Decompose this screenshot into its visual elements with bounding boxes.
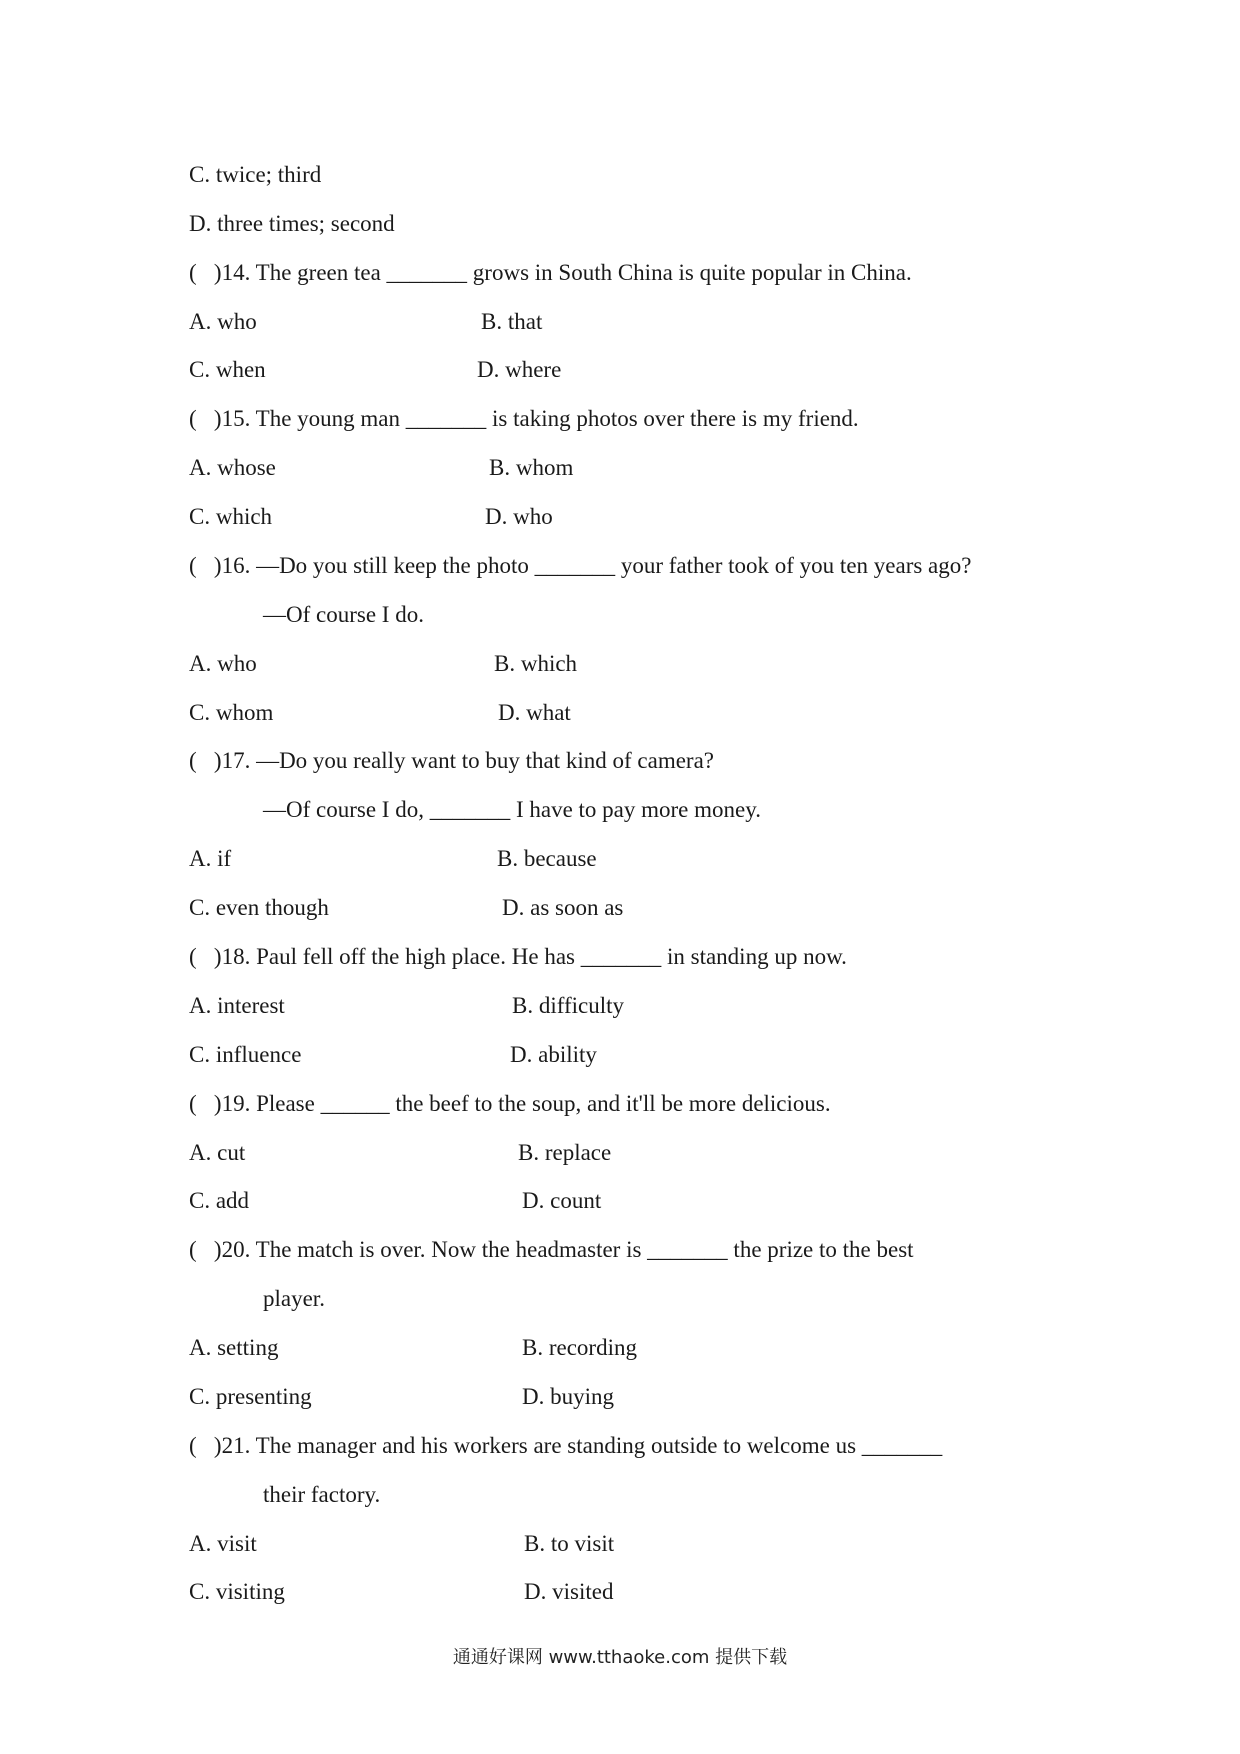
option-a-q15: A. whose xyxy=(189,455,276,480)
option-b-q16: B. which xyxy=(494,651,578,676)
option-a-q19: A. cut xyxy=(189,1140,246,1165)
page-footer: 通通好课网 www.tthaoke.com 提供下载 xyxy=(452,1647,788,1668)
option-c-q21: C. visiting xyxy=(189,1579,285,1604)
question-17: ( )17. —Do you really want to buy that kind of camera? xyxy=(189,748,715,773)
option-b-q17: B. because xyxy=(497,846,597,871)
option-b-q20: B. recording xyxy=(522,1335,637,1360)
question-14: ( )14. The green tea _______ grows in South China is quite popular in China. xyxy=(189,260,912,285)
option-d-q19: D. count xyxy=(522,1188,602,1213)
question-21: ( )21. The manager and his workers are standing outside to welcome us _______ xyxy=(189,1433,943,1458)
option-c-q17: C. even though xyxy=(189,895,329,920)
option-b-q14: B. that xyxy=(481,309,543,334)
question-19: ( )19. Please ______ the beef to the soup, and it'll be more delicious. xyxy=(189,1091,831,1116)
question-20-continued: player. xyxy=(263,1286,325,1311)
option-c-q18: C. influence xyxy=(189,1042,302,1067)
option-d-q15: D. who xyxy=(485,504,553,529)
option-a-q21: A. visit xyxy=(189,1531,257,1556)
option-a-q20: A. setting xyxy=(189,1335,279,1360)
option-d-q18: D. ability xyxy=(510,1042,597,1067)
option-c-q16: C. whom xyxy=(189,700,274,725)
option-b-q21: B. to visit xyxy=(524,1531,615,1556)
option-a-q17: A. if xyxy=(189,846,232,871)
option-c-q19: C. add xyxy=(189,1188,250,1213)
option-c-q20: C. presenting xyxy=(189,1384,312,1409)
option-d-q13: D. three times; second xyxy=(189,211,395,236)
option-d-q16: D. what xyxy=(498,700,571,725)
question-16-reply: —Of course I do. xyxy=(263,602,424,627)
option-b-q18: B. difficulty xyxy=(512,993,625,1018)
option-b-q15: B. whom xyxy=(489,455,574,480)
option-c-q14: C. when xyxy=(189,357,266,382)
option-a-q18: A. interest xyxy=(189,993,285,1018)
option-c-q15: C. which xyxy=(189,504,273,529)
question-15: ( )15. The young man _______ is taking photos over there is my friend. xyxy=(189,406,859,431)
question-18: ( )18. Paul fell off the high place. He has _______ in standing up now. xyxy=(189,944,847,969)
option-d-q20: D. buying xyxy=(522,1384,614,1409)
question-16: ( )16. —Do you still keep the photo _______ your father took of you ten years ago? xyxy=(189,553,972,578)
option-a-q14: A. who xyxy=(189,309,257,334)
question-20: ( )20. The match is over. Now the headmaster is _______ the prize to the best xyxy=(189,1237,914,1262)
option-b-q19: B. replace xyxy=(518,1140,612,1165)
option-a-q16: A. who xyxy=(189,651,257,676)
option-d-q17: D. as soon as xyxy=(502,895,624,920)
question-17-reply: —Of course I do, _______ I have to pay more money. xyxy=(263,797,761,822)
option-d-q21: D. visited xyxy=(524,1579,614,1604)
option-c-q13: C. twice; third xyxy=(189,162,322,187)
option-d-q14: D. where xyxy=(477,357,562,382)
question-21-continued: their factory. xyxy=(263,1482,381,1507)
